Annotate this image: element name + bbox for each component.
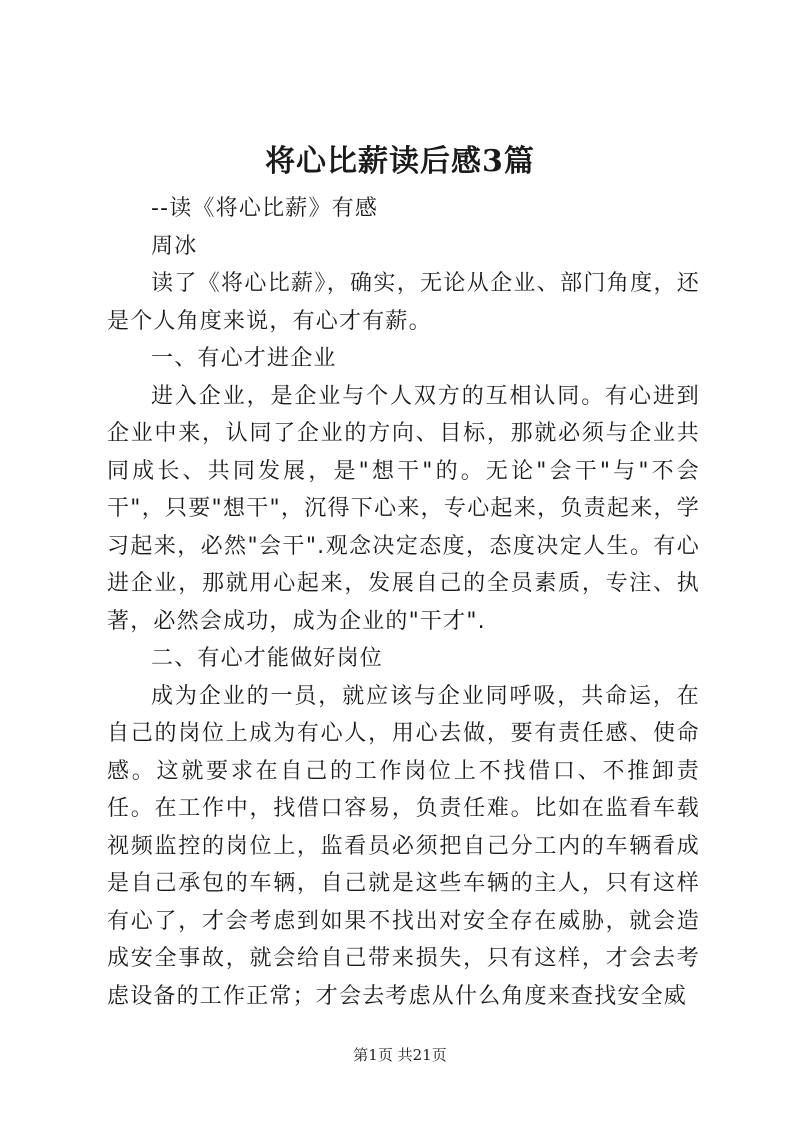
document-body (107, 190, 700, 1015)
page-footer: 第1页 共21页 (353, 1046, 447, 1064)
author-paragraph: 周冰 (151, 233, 198, 259)
section-heading-1: 一、有心才进企业 (151, 346, 337, 371)
intro-paragraph: 读了《将心比薪》，确实，无论从企业、部门角度，还是个人角度来说，有心才有薪。 (107, 271, 700, 334)
section-body-1: 进入企业，是企业与个人双方的互相认同。有心进到企业中来，认同了企业的方向、目标，那就必须与企业共同成长、共同发展，是"想干"的。无论"会干"与"不会干"，只要"想干"，沉得下心来，专心起来，负责起来，学习起来，必然"会干".观念决定态度，态度决定人生。有心进企业，那就用心起来，发展自己的全员素质，专注、执著，必然会成功，成为企业的"干才". (107, 383, 700, 634)
subtitle-paragraph: --读《将心比薪》有感 (151, 196, 379, 221)
section-body-2: 成为企业的一员，就应该与企业同呼吸，共命运，在自己的岗位上成为有心人，用心去做，要有责任感、使命感。这就要求在自己的工作岗位上不找借口、不推卸责任。在工作中，找借口容易，负责任难。比如在监看车载视频监控的岗位上，监看员必须把自己分工内的车辆看成是自己承包的车辆，自己就是这些车辆的主人，只有这样有心了，才会考虑到如果不找出对安全存在威胁，就会造成安全事故，就会给自己带来损失，只有这样，才会去考虑设备的工作正常；才会去考虑从什么角度来查找安全威 (107, 683, 700, 1009)
section-heading-2: 二、有心才能做好岗位 (151, 646, 384, 671)
document-title: 将心比薪读后感3篇 (265, 144, 535, 179)
